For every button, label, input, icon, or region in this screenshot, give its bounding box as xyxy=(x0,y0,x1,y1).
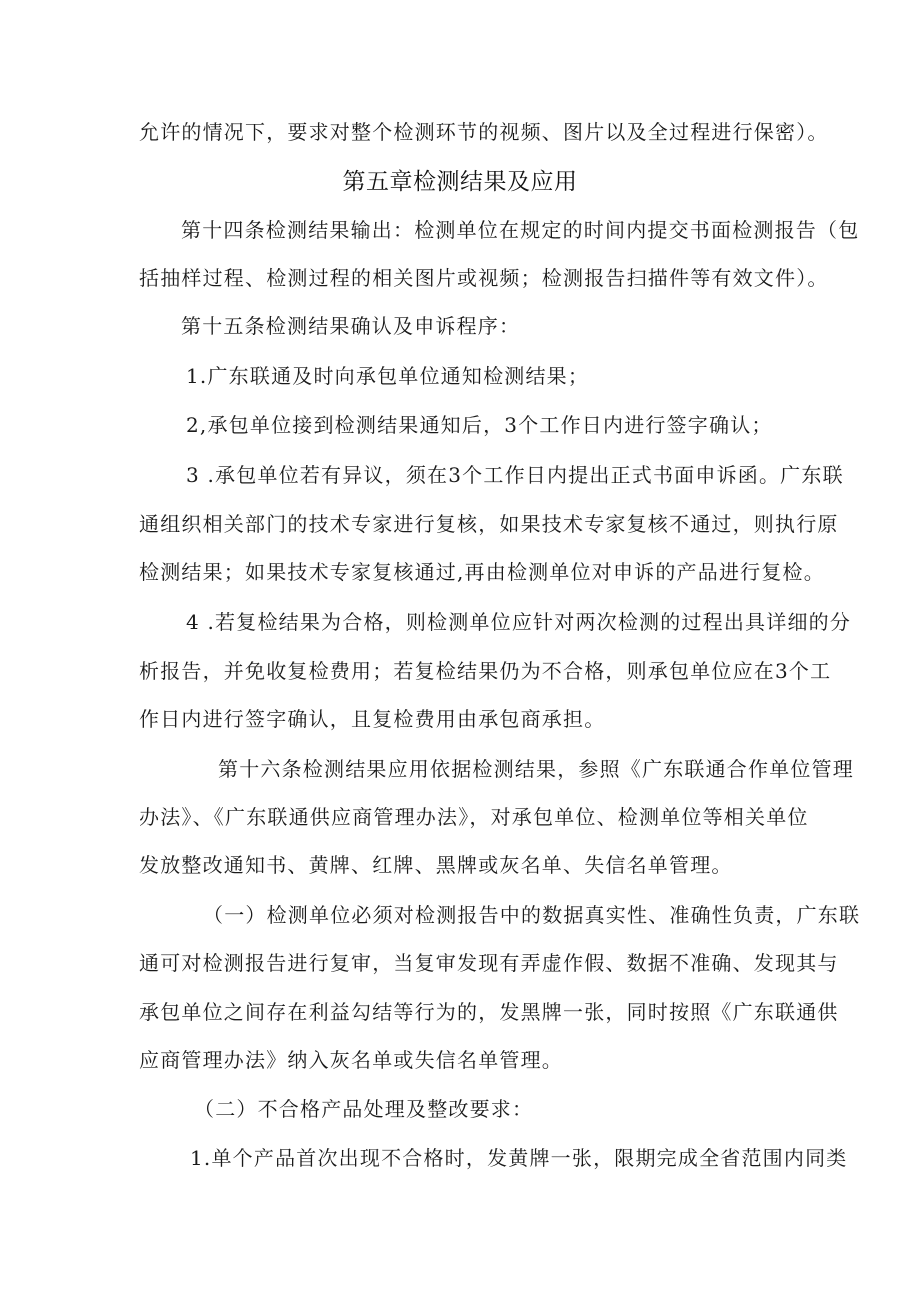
text-line: 允许的情况下，要求对整个检测环节的视频、图片以及全过程进行保密）。 xyxy=(139,120,829,144)
text-line: 4 .若复检结果为合格，则检测单位应针对两次检测的过程出具详细的分 xyxy=(186,610,852,634)
text-line: 发放整改通知书、黄牌、红牌、黑牌或灰名单、失信名单管理。 xyxy=(139,853,733,877)
text-line: 1.广东联通及时向承包单位通知检测结果； xyxy=(186,364,590,388)
text-line: 应商管理办法》纳入灰名单或失信名单管理。 xyxy=(139,1048,563,1072)
text-line: 承包单位之间存在利益勾结等行为的，发黑牌一张，同时按照《广东联通供 xyxy=(139,1000,839,1024)
text-line: 第十六条检测结果应用依据检测结果，参照《广东联通合作单位管理 xyxy=(218,757,854,781)
text-line: （一）检测单位必须对检测报告中的数据真实性、准确性负责，广东联 xyxy=(203,903,861,927)
text-line: 第十四条检测结果输出：检测单位在规定的时间内提交书面检测报告（包 xyxy=(181,218,860,242)
text-line: 1.单个产品首次出现不合格时，发黄牌一张，限期完成全省范围内同类 xyxy=(190,1146,848,1170)
text-line: 通组织相关部门的技术专家进行复核，如果技术专家复核不通过，则执行原 xyxy=(139,512,839,536)
text-line: 2,承包单位接到检测结果通知后，3个工作日内进行签字确认； xyxy=(186,413,773,437)
text-line: 办法》、《广东联通供应商管理办法》，对承包单位、检测单位等相关单位 xyxy=(139,805,809,829)
text-line: 作日内进行签字确认，且复检费用由承包商承担。 xyxy=(139,707,606,731)
text-line: 检测结果；如果技术专家复核通过,再由检测单位对申诉的产品进行复检。 xyxy=(139,560,825,584)
text-line: 通可对检测报告进行复审，当复审发现有弄虚作假、数据不准确、发现其与 xyxy=(139,951,839,975)
text-line: （二）不合格产品处理及整改要求： xyxy=(194,1097,534,1121)
text-line: 第十五条检测结果确认及申诉程序： xyxy=(181,314,521,338)
text-line: 括抽样过程、检测过程的相关图片或视频；检测报告扫描件等有效文件）。 xyxy=(139,266,829,290)
text-line: 3 .承包单位若有异议，须在3个工作日内提出正式书面申诉函。广东联 xyxy=(186,463,844,487)
chapter-heading: 第五章检测结果及应用 xyxy=(342,169,578,195)
text-line: 析报告，并免收复检费用；若复检结果仍为不合格，则承包单位应在3个工 xyxy=(139,659,832,683)
